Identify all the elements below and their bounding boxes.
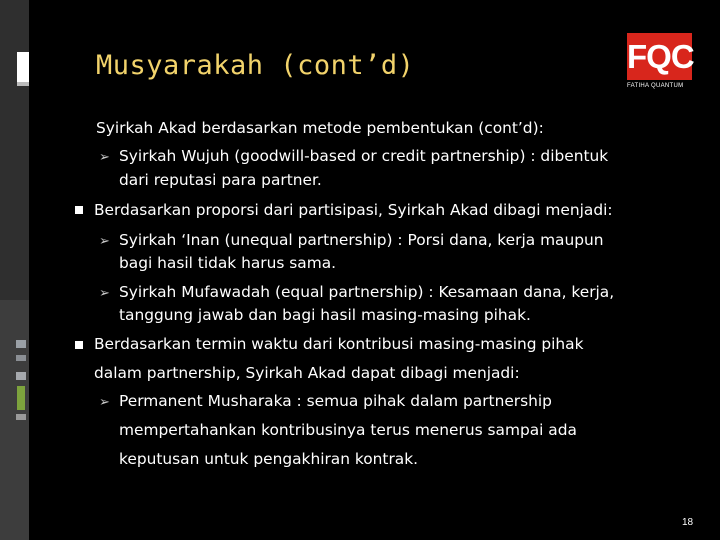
arrow-bullet-icon: ➢ <box>99 234 110 249</box>
deco-bar-green <box>17 386 25 410</box>
arrow-bullet-icon: ➢ <box>99 286 110 301</box>
fqc-logo <box>627 33 692 93</box>
deco-bar-gray <box>17 82 29 86</box>
permanent-line-3: keputusan untuk pengakhiran kontrak. <box>119 450 419 468</box>
arrow-bullet-icon: ➢ <box>99 150 110 165</box>
deco-bar-white <box>17 52 29 82</box>
permanent-line-2: mempertahankan kontribusinya terus menerus sampai ada <box>119 421 577 439</box>
square-bullet-icon <box>75 341 83 349</box>
inan-line-1: Syirkah ‘Inan (unequal partnership) : Porsi dana, kerja maupun <box>119 231 604 249</box>
square-bullet-icon <box>75 206 83 214</box>
page-number: 18 <box>682 517 694 528</box>
strip-band <box>0 0 29 300</box>
mufawadah-line-2: tanggung jawab dan bagi hasil masing-masing pihak. <box>119 306 531 324</box>
wujuh-line-2: dari reputasi para partner. <box>119 171 322 189</box>
slide-title: Musyarakah (cont’d) <box>96 50 415 81</box>
deco-bar-gray <box>16 414 26 420</box>
strip-band <box>0 300 29 540</box>
deco-bar-gray <box>16 372 26 380</box>
deco-bar-gray <box>16 340 26 348</box>
intro-line: Syirkah Akad berdasarkan metode pembentukan (cont’d): <box>96 119 544 137</box>
bullet-termin-line-2: dalam partnership, Syirkah Akad dapat dibagi menjadi: <box>94 364 520 382</box>
permanent-line-1: Permanent Musharaka : semua pihak dalam partnership <box>119 392 552 410</box>
bullet-proporsi: Berdasarkan proporsi dari partisipasi, Syirkah Akad dibagi menjadi: <box>94 201 613 219</box>
logo-subtext: FATIHA QUANTUM <box>627 83 684 89</box>
bullet-termin-line-1: Berdasarkan termin waktu dari kontribusi masing-masing pihak <box>94 335 584 353</box>
logo-mark: FQC <box>627 33 692 80</box>
inan-line-2: bagi hasil tidak harus sama. <box>119 254 337 272</box>
mufawadah-line-1: Syirkah Mufawadah (equal partnership) : Kesamaan dana, kerja, <box>119 283 615 301</box>
arrow-bullet-icon: ➢ <box>99 395 110 410</box>
deco-bar-gray <box>16 355 26 361</box>
wujuh-line-1: Syirkah Wujuh (goodwill-based or credit partnership) : dibentuk <box>119 147 609 165</box>
